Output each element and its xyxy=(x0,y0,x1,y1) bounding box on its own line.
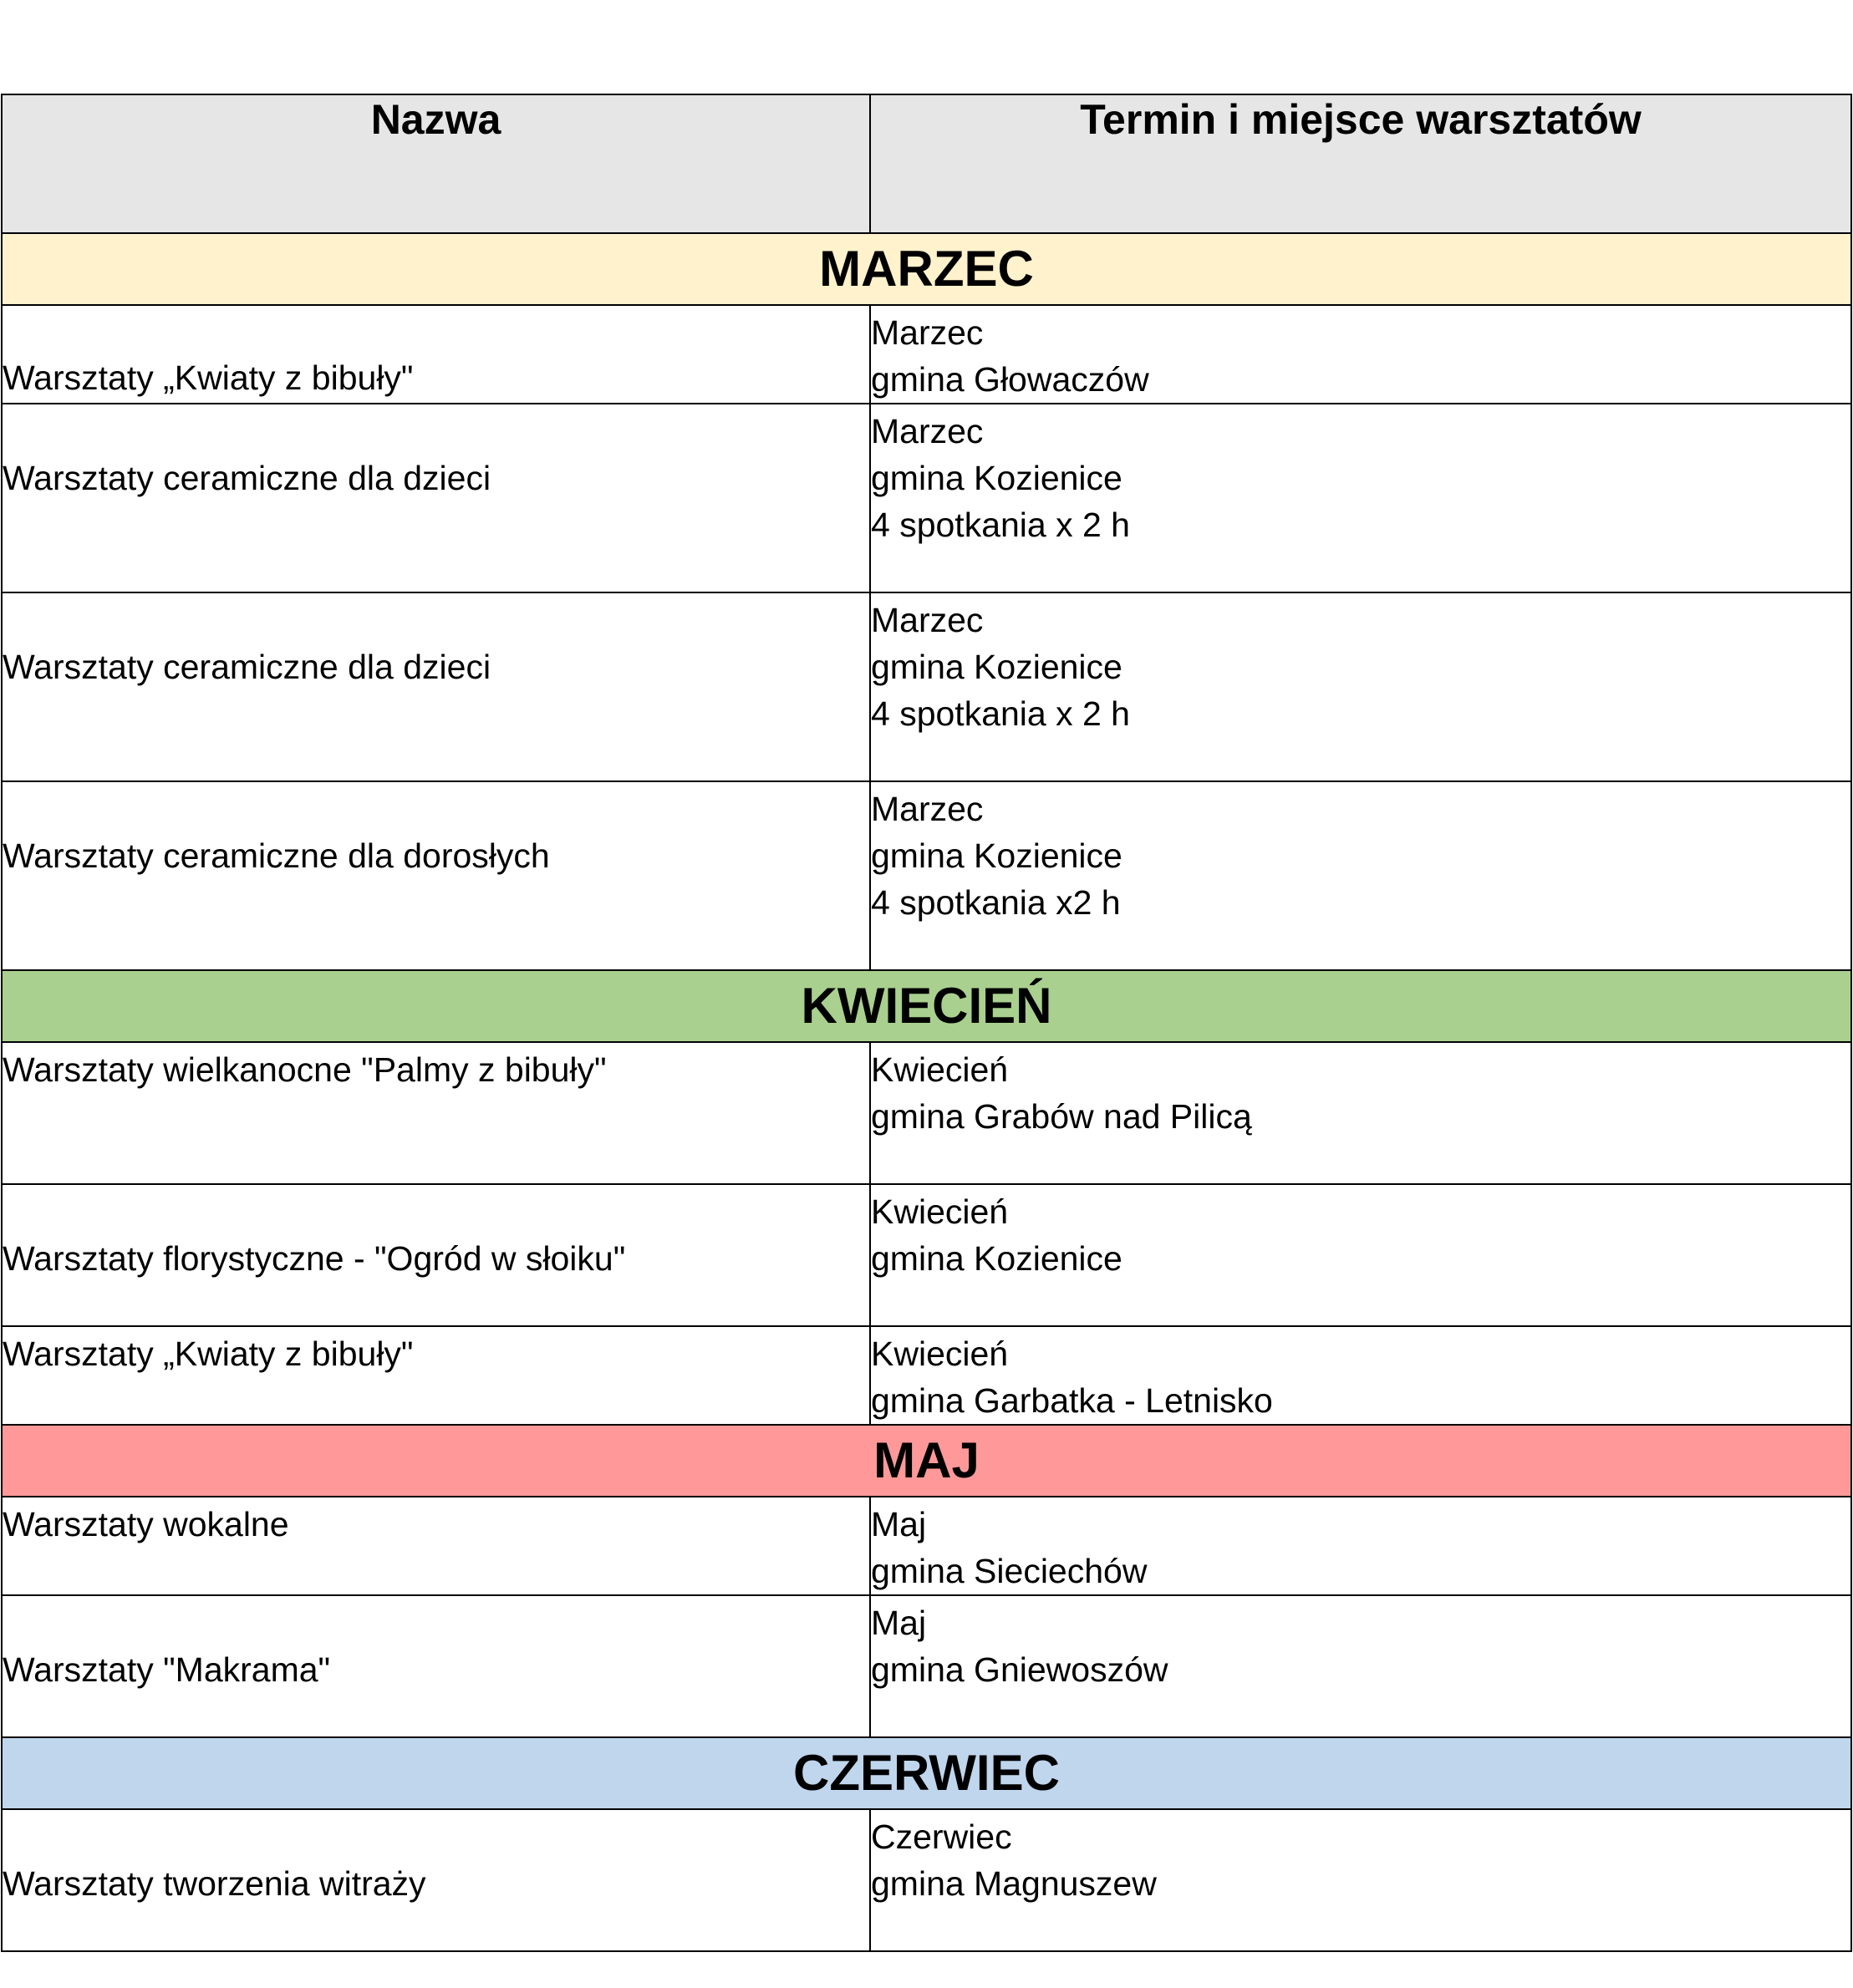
term-line: Marzec xyxy=(871,313,984,352)
event-term xyxy=(870,1042,1851,1184)
term-line: Marzec xyxy=(871,790,984,828)
event-name: Warsztaty wokalne xyxy=(2,1497,870,1595)
event-name: Warsztaty ceramiczne dla dzieci xyxy=(2,592,870,781)
month-row-maj xyxy=(2,1425,1851,1497)
event-term xyxy=(870,1809,1851,1951)
event-name: Warsztaty ceramiczne dla dorosłych xyxy=(2,781,870,970)
event-term xyxy=(870,1184,1851,1326)
event-term xyxy=(870,781,1851,970)
term-line: Kwiecień xyxy=(871,1192,1009,1231)
event-name: Warsztaty tworzenia witraży xyxy=(2,1809,870,1951)
event-term xyxy=(870,1595,1851,1737)
month-label: MARZEC xyxy=(2,233,1851,305)
term-line: gmina Sieciechów xyxy=(871,1552,1148,1590)
term-line: Kwiecień xyxy=(871,1335,1009,1373)
month-row-kwiecien xyxy=(2,970,1851,1042)
event-term xyxy=(870,404,1851,592)
table-row xyxy=(2,404,1851,592)
term-line: Kwiecień xyxy=(871,1050,1009,1089)
event-name: Warsztaty ceramiczne dla dzieci xyxy=(2,404,870,592)
table-header-row xyxy=(2,94,1851,233)
term-line: 4 spotkania x 2 h xyxy=(871,506,1130,544)
term-line: gmina Gniewoszów xyxy=(871,1650,1168,1689)
term-line: Maj xyxy=(871,1604,927,1642)
table-row xyxy=(2,1042,1851,1184)
term-line: 4 spotkania x 2 h xyxy=(871,694,1130,733)
table-row xyxy=(2,1497,1851,1595)
event-name: Warsztaty „Kwiaty z bibuły" xyxy=(2,1326,870,1425)
table-row xyxy=(2,1595,1851,1737)
month-row-marzec xyxy=(2,233,1851,305)
event-name: Warsztaty „Kwiaty z bibuły" xyxy=(2,305,870,404)
header-name: Nazwa xyxy=(2,94,870,233)
event-term xyxy=(870,305,1851,404)
table-row xyxy=(2,305,1851,404)
term-line: gmina Garbatka - Letnisko xyxy=(871,1381,1273,1420)
term-line: gmina Kozienice xyxy=(871,836,1122,875)
month-label: CZERWIEC xyxy=(2,1737,1851,1809)
term-line: 4 spotkania x2 h xyxy=(871,883,1121,922)
table-row xyxy=(2,592,1851,781)
table-row xyxy=(2,1184,1851,1326)
workshop-schedule-table xyxy=(1,94,1852,1952)
event-name: Warsztaty florystyczne - "Ogród w słoiku" xyxy=(2,1184,870,1326)
table-row xyxy=(2,781,1851,970)
event-term xyxy=(870,592,1851,781)
term-line: gmina Głowaczów xyxy=(871,360,1149,399)
term-line: gmina Kozienice xyxy=(871,648,1122,686)
table-row xyxy=(2,1809,1851,1951)
term-line: gmina Kozienice xyxy=(871,1239,1122,1278)
term-line: Czerwiec xyxy=(871,1818,1012,1856)
term-line: Marzec xyxy=(871,412,984,450)
term-line: Marzec xyxy=(871,601,984,639)
event-name: Warsztaty "Makrama" xyxy=(2,1595,870,1737)
event-term xyxy=(870,1497,1851,1595)
term-line: gmina Kozienice xyxy=(871,459,1122,497)
month-row-czerwiec xyxy=(2,1737,1851,1809)
term-line: Maj xyxy=(871,1505,927,1543)
table-row xyxy=(2,1326,1851,1425)
month-label: KWIECIEŃ xyxy=(2,970,1851,1042)
term-line: gmina Grabów nad Pilicą xyxy=(871,1097,1252,1136)
event-term xyxy=(870,1326,1851,1425)
term-line: gmina Magnuszew xyxy=(871,1864,1157,1903)
event-name: Warsztaty wielkanocne "Palmy z bibuły" xyxy=(2,1042,870,1184)
header-term: Termin i miejsce warsztatów xyxy=(870,94,1851,233)
month-label: MAJ xyxy=(2,1425,1851,1497)
